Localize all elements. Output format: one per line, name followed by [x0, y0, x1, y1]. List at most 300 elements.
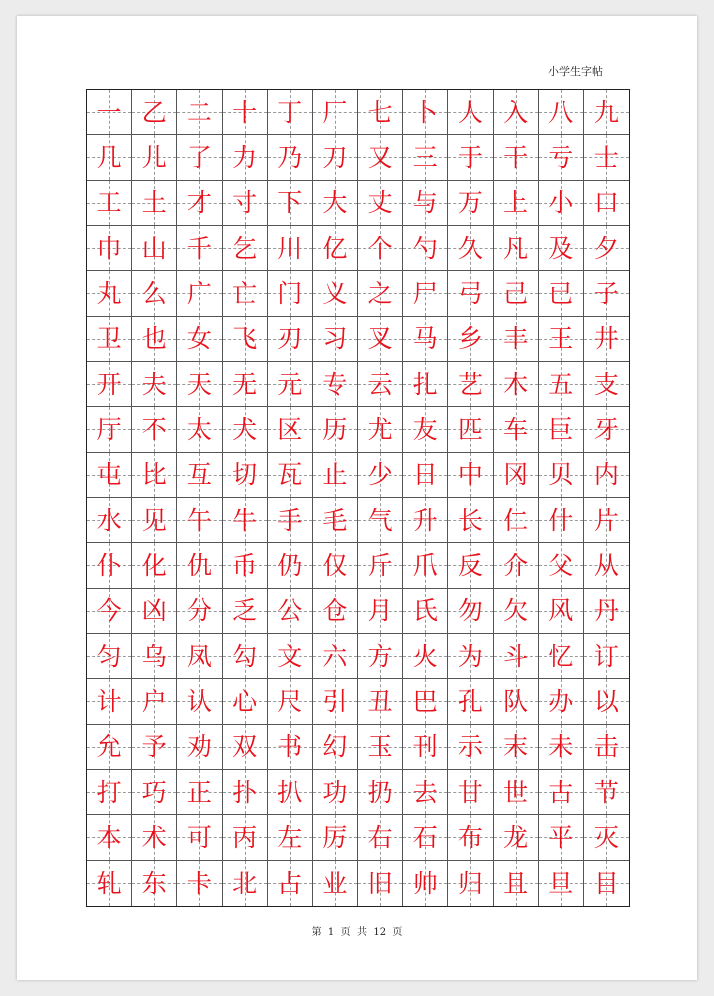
practice-character: 反 [457, 550, 483, 580]
grid-cell [448, 181, 493, 226]
practice-character: 气 [367, 505, 393, 535]
practice-character: 公 [277, 596, 303, 626]
practice-character: 人 [457, 97, 483, 127]
practice-character: 片 [593, 505, 619, 535]
grid-cell [358, 861, 403, 906]
practice-character: 刃 [277, 324, 303, 354]
grid-cell [313, 226, 358, 271]
grid-cell [539, 679, 584, 724]
grid-cell [313, 362, 358, 407]
practice-character: 平 [548, 822, 574, 852]
practice-character: 占 [277, 868, 303, 898]
grid-cell [87, 634, 132, 679]
practice-character: 一 [96, 97, 122, 127]
practice-character: 九 [593, 97, 619, 127]
grid-cell [448, 90, 493, 135]
grid-cell [539, 317, 584, 362]
grid-cell [584, 634, 629, 679]
practice-character: 巾 [96, 233, 122, 263]
grid-cell [539, 725, 584, 770]
grid-cell [132, 770, 177, 815]
practice-character: 小 [548, 188, 574, 218]
practice-character: 丹 [593, 596, 619, 626]
grid-cell [358, 362, 403, 407]
grid-cell [494, 589, 539, 634]
practice-character: 丸 [96, 278, 122, 308]
practice-character: 轧 [96, 868, 122, 898]
practice-character: 本 [96, 822, 122, 852]
practice-character: 二 [186, 97, 212, 127]
practice-character: 八 [548, 97, 574, 127]
grid-cell [584, 317, 629, 362]
grid-cell [448, 407, 493, 452]
grid-cell [494, 226, 539, 271]
practice-character: 父 [548, 550, 574, 580]
practice-character: 万 [457, 188, 483, 218]
grid-cell [132, 90, 177, 135]
page-header-title: 小学生字帖 [548, 65, 603, 78]
grid-cell [403, 679, 448, 724]
grid-cell [132, 271, 177, 316]
practice-character: 亏 [548, 142, 574, 172]
practice-character: 及 [548, 233, 574, 263]
grid-cell [313, 317, 358, 362]
practice-character: 见 [141, 505, 167, 535]
grid-cell [358, 226, 403, 271]
practice-character: 历 [322, 414, 348, 444]
practice-character: 内 [593, 460, 619, 490]
grid-cell [313, 679, 358, 724]
grid-cell [132, 543, 177, 588]
grid-cell [132, 453, 177, 498]
practice-character: 勿 [457, 596, 483, 626]
grid-cell [177, 498, 222, 543]
grid-cell [132, 226, 177, 271]
character-grid [86, 89, 630, 907]
practice-character: 止 [322, 460, 348, 490]
grid-cell [313, 770, 358, 815]
practice-character: 弓 [457, 278, 483, 308]
grid-cell [448, 589, 493, 634]
grid-cell [132, 181, 177, 226]
grid-cell [87, 770, 132, 815]
practice-character: 巧 [141, 777, 167, 807]
grid-cell [132, 815, 177, 860]
practice-character: 欠 [503, 596, 529, 626]
practice-character: 女 [186, 324, 212, 354]
practice-character: 扎 [412, 369, 438, 399]
practice-character: 丙 [232, 822, 258, 852]
grid-cell [223, 362, 268, 407]
grid-cell [494, 453, 539, 498]
practice-character: 卫 [96, 324, 122, 354]
practice-character: 夕 [593, 233, 619, 263]
practice-character: 入 [503, 97, 529, 127]
grid-cell [87, 498, 132, 543]
grid-cell [403, 317, 448, 362]
practice-character: 今 [96, 596, 122, 626]
grid-cell [268, 634, 313, 679]
grid-cell [358, 634, 403, 679]
practice-character: 长 [457, 505, 483, 535]
practice-character: 士 [593, 142, 619, 172]
grid-cell [177, 271, 222, 316]
grid-cell [539, 589, 584, 634]
grid-cell [584, 770, 629, 815]
practice-character: 勾 [232, 641, 258, 671]
practice-character: 介 [503, 550, 529, 580]
practice-character: 五 [548, 369, 574, 399]
grid-cell [403, 453, 448, 498]
practice-character: 瓦 [277, 460, 303, 490]
grid-cell [223, 317, 268, 362]
practice-character: 乞 [232, 233, 258, 263]
grid-cell [177, 226, 222, 271]
practice-character: 布 [457, 822, 483, 852]
practice-character: 北 [232, 868, 258, 898]
grid-cell [268, 679, 313, 724]
grid-cell [132, 362, 177, 407]
grid-cell [358, 317, 403, 362]
grid-cell [223, 634, 268, 679]
grid-cell [268, 362, 313, 407]
practice-character: 王 [548, 324, 574, 354]
grid-cell [448, 679, 493, 724]
grid-cell [448, 317, 493, 362]
grid-cell [448, 362, 493, 407]
practice-character: 乡 [457, 324, 483, 354]
practice-character: 支 [593, 369, 619, 399]
grid-cell [539, 498, 584, 543]
practice-character: 贝 [548, 460, 574, 490]
practice-character: 引 [322, 686, 348, 716]
practice-character: 巨 [548, 414, 574, 444]
grid-cell [87, 589, 132, 634]
grid-cell [177, 679, 222, 724]
practice-character: 队 [503, 686, 529, 716]
practice-character: 化 [141, 550, 167, 580]
grid-cell [358, 181, 403, 226]
grid-cell [448, 226, 493, 271]
practice-character: 古 [548, 777, 574, 807]
grid-cell [448, 770, 493, 815]
practice-character: 凡 [503, 233, 529, 263]
grid-cell [494, 679, 539, 724]
practice-character: 乙 [141, 97, 167, 127]
practice-character: 十 [232, 97, 258, 127]
grid-cell [448, 543, 493, 588]
practice-character: 玉 [367, 732, 393, 762]
practice-character: 旧 [367, 868, 393, 898]
grid-cell [358, 135, 403, 180]
practice-character: 爪 [412, 550, 438, 580]
grid-cell [132, 498, 177, 543]
grid-cell [223, 226, 268, 271]
practice-character: 凤 [186, 641, 212, 671]
practice-character: 寸 [232, 188, 258, 218]
practice-character: 仅 [322, 550, 348, 580]
practice-character: 几 [96, 142, 122, 172]
practice-character: 厉 [322, 822, 348, 852]
practice-character: 左 [277, 822, 303, 852]
grid-cell [87, 90, 132, 135]
practice-character: 风 [548, 596, 574, 626]
practice-character: 了 [186, 142, 212, 172]
grid-cell [584, 589, 629, 634]
grid-cell [313, 453, 358, 498]
practice-character: 击 [593, 732, 619, 762]
practice-character: 办 [548, 686, 574, 716]
grid-cell [539, 407, 584, 452]
grid-cell [313, 861, 358, 906]
grid-cell [358, 725, 403, 770]
grid-cell [358, 815, 403, 860]
grid-cell [403, 634, 448, 679]
practice-character: 币 [232, 550, 258, 580]
grid-cell [268, 407, 313, 452]
practice-character: 刀 [322, 142, 348, 172]
practice-character: 书 [277, 732, 303, 762]
practice-character: 车 [503, 414, 529, 444]
grid-cell [313, 498, 358, 543]
practice-character: 文 [277, 641, 303, 671]
grid-cell [223, 770, 268, 815]
practice-character: 不 [141, 414, 167, 444]
practice-character: 已 [548, 278, 574, 308]
grid-cell [403, 861, 448, 906]
practice-character: 升 [412, 505, 438, 535]
practice-character: 龙 [503, 822, 529, 852]
grid-cell [177, 770, 222, 815]
practice-character: 手 [277, 505, 303, 535]
grid-cell [313, 725, 358, 770]
practice-character: 工 [96, 188, 122, 218]
grid-cell [223, 543, 268, 588]
grid-cell [403, 543, 448, 588]
grid-cell [539, 135, 584, 180]
practice-character: 友 [412, 414, 438, 444]
grid-cell [358, 271, 403, 316]
practice-character: 少 [367, 460, 393, 490]
grid-cell [268, 725, 313, 770]
practice-character: 仍 [277, 550, 303, 580]
practice-character: 之 [367, 278, 393, 308]
practice-character: 仆 [96, 550, 122, 580]
practice-character: 川 [277, 233, 303, 263]
grid-cell [403, 226, 448, 271]
practice-character: 木 [503, 369, 529, 399]
grid-cell [223, 181, 268, 226]
grid-cell [268, 90, 313, 135]
grid-cell [223, 498, 268, 543]
grid-cell [268, 770, 313, 815]
practice-character: 卡 [186, 868, 212, 898]
practice-character: 帅 [412, 868, 438, 898]
practice-character: 心 [232, 686, 258, 716]
practice-character: 于 [457, 142, 483, 172]
grid-cell [539, 815, 584, 860]
practice-character: 凶 [141, 596, 167, 626]
practice-character: 久 [457, 233, 483, 263]
grid-cell [403, 725, 448, 770]
grid-cell [177, 317, 222, 362]
practice-character: 允 [96, 732, 122, 762]
grid-cell [584, 453, 629, 498]
grid-cell [403, 135, 448, 180]
grid-cell [584, 725, 629, 770]
grid-cell [268, 181, 313, 226]
practice-character: 儿 [141, 142, 167, 172]
practice-character: 方 [367, 641, 393, 671]
grid-cell [358, 407, 403, 452]
practice-character: 义 [322, 278, 348, 308]
practice-character: 节 [593, 777, 619, 807]
practice-character: 功 [322, 777, 348, 807]
grid-cell [584, 181, 629, 226]
practice-character: 计 [96, 686, 122, 716]
grid-cell [539, 770, 584, 815]
grid-cell [358, 589, 403, 634]
practice-character: 未 [548, 732, 574, 762]
practice-character: 匀 [96, 641, 122, 671]
grid-cell [448, 135, 493, 180]
grid-cell [268, 815, 313, 860]
grid-cell [584, 815, 629, 860]
grid-cell [132, 861, 177, 906]
grid-cell [403, 407, 448, 452]
practice-character: 丁 [277, 97, 303, 127]
grid-cell [268, 543, 313, 588]
practice-character: 扑 [232, 777, 258, 807]
practice-character: 叉 [367, 324, 393, 354]
grid-cell [268, 589, 313, 634]
grid-cell [539, 861, 584, 906]
practice-character: 云 [367, 369, 393, 399]
practice-character: 开 [96, 369, 122, 399]
grid-cell [494, 634, 539, 679]
practice-character: 旦 [548, 868, 574, 898]
practice-character: 火 [412, 641, 438, 671]
practice-character: 仇 [186, 550, 212, 580]
practice-character: 石 [412, 822, 438, 852]
practice-character: 才 [186, 188, 212, 218]
grid-cell [132, 135, 177, 180]
grid-cell [584, 362, 629, 407]
practice-character: 什 [548, 505, 574, 535]
practice-character: 打 [96, 777, 122, 807]
grid-cell [177, 589, 222, 634]
grid-cell [177, 634, 222, 679]
practice-character: 屯 [96, 460, 122, 490]
grid-cell [448, 634, 493, 679]
grid-cell [539, 226, 584, 271]
grid-cell [403, 815, 448, 860]
practice-character: 去 [412, 777, 438, 807]
grid-cell [223, 453, 268, 498]
grid-cell [223, 861, 268, 906]
practice-character: 元 [277, 369, 303, 399]
practice-character: 与 [412, 188, 438, 218]
practice-character: 子 [593, 278, 619, 308]
practice-character: 灭 [593, 822, 619, 852]
grid-cell [87, 815, 132, 860]
grid-cell [87, 362, 132, 407]
practice-character: 习 [322, 324, 348, 354]
practice-character: 马 [412, 324, 438, 354]
practice-character: 卜 [412, 97, 438, 127]
grid-cell [448, 815, 493, 860]
grid-cell [403, 498, 448, 543]
practice-character: 勺 [412, 233, 438, 263]
grid-cell [448, 453, 493, 498]
practice-character: 千 [186, 233, 212, 263]
grid-cell [223, 407, 268, 452]
grid-cell [539, 362, 584, 407]
grid-cell [313, 589, 358, 634]
practice-character: 亡 [232, 278, 258, 308]
practice-character: 七 [367, 97, 393, 127]
practice-character: 丰 [503, 324, 529, 354]
grid-cell [584, 498, 629, 543]
grid-cell [87, 453, 132, 498]
grid-cell [313, 543, 358, 588]
grid-cell [539, 543, 584, 588]
grid-cell [584, 226, 629, 271]
practice-character: 以 [593, 686, 619, 716]
page-footer: 第 1 页 共 12 页 [311, 927, 403, 938]
grid-cell [132, 634, 177, 679]
practice-character: 劝 [186, 732, 212, 762]
practice-character: 井 [593, 324, 619, 354]
practice-character: 乌 [141, 641, 167, 671]
grid-cell [494, 725, 539, 770]
grid-cell [448, 271, 493, 316]
grid-cell [87, 861, 132, 906]
practice-character: 丈 [367, 188, 393, 218]
practice-character: 予 [141, 732, 167, 762]
grid-cell [539, 181, 584, 226]
grid-cell [403, 770, 448, 815]
practice-character: 口 [593, 188, 619, 218]
grid-cell [87, 226, 132, 271]
grid-cell [268, 861, 313, 906]
grid-cell [87, 135, 132, 180]
grid-cell [132, 317, 177, 362]
practice-character: 干 [503, 142, 529, 172]
practice-character: 为 [457, 641, 483, 671]
grid-cell [223, 589, 268, 634]
grid-cell [358, 770, 403, 815]
practice-character: 夫 [141, 369, 167, 399]
practice-character: 六 [322, 641, 348, 671]
grid-cell [358, 453, 403, 498]
grid-cell [87, 679, 132, 724]
grid-cell [539, 271, 584, 316]
practice-character: 也 [141, 324, 167, 354]
practice-character: 分 [186, 596, 212, 626]
practice-character: 尸 [412, 278, 438, 308]
practice-character: 天 [186, 369, 212, 399]
practice-character: 力 [232, 142, 258, 172]
grid-cell [223, 135, 268, 180]
practice-character: 大 [322, 188, 348, 218]
practice-character: 目 [593, 868, 619, 898]
practice-character: 末 [503, 732, 529, 762]
grid-cell [494, 770, 539, 815]
grid-cell [268, 226, 313, 271]
grid-cell [584, 679, 629, 724]
grid-cell [358, 543, 403, 588]
